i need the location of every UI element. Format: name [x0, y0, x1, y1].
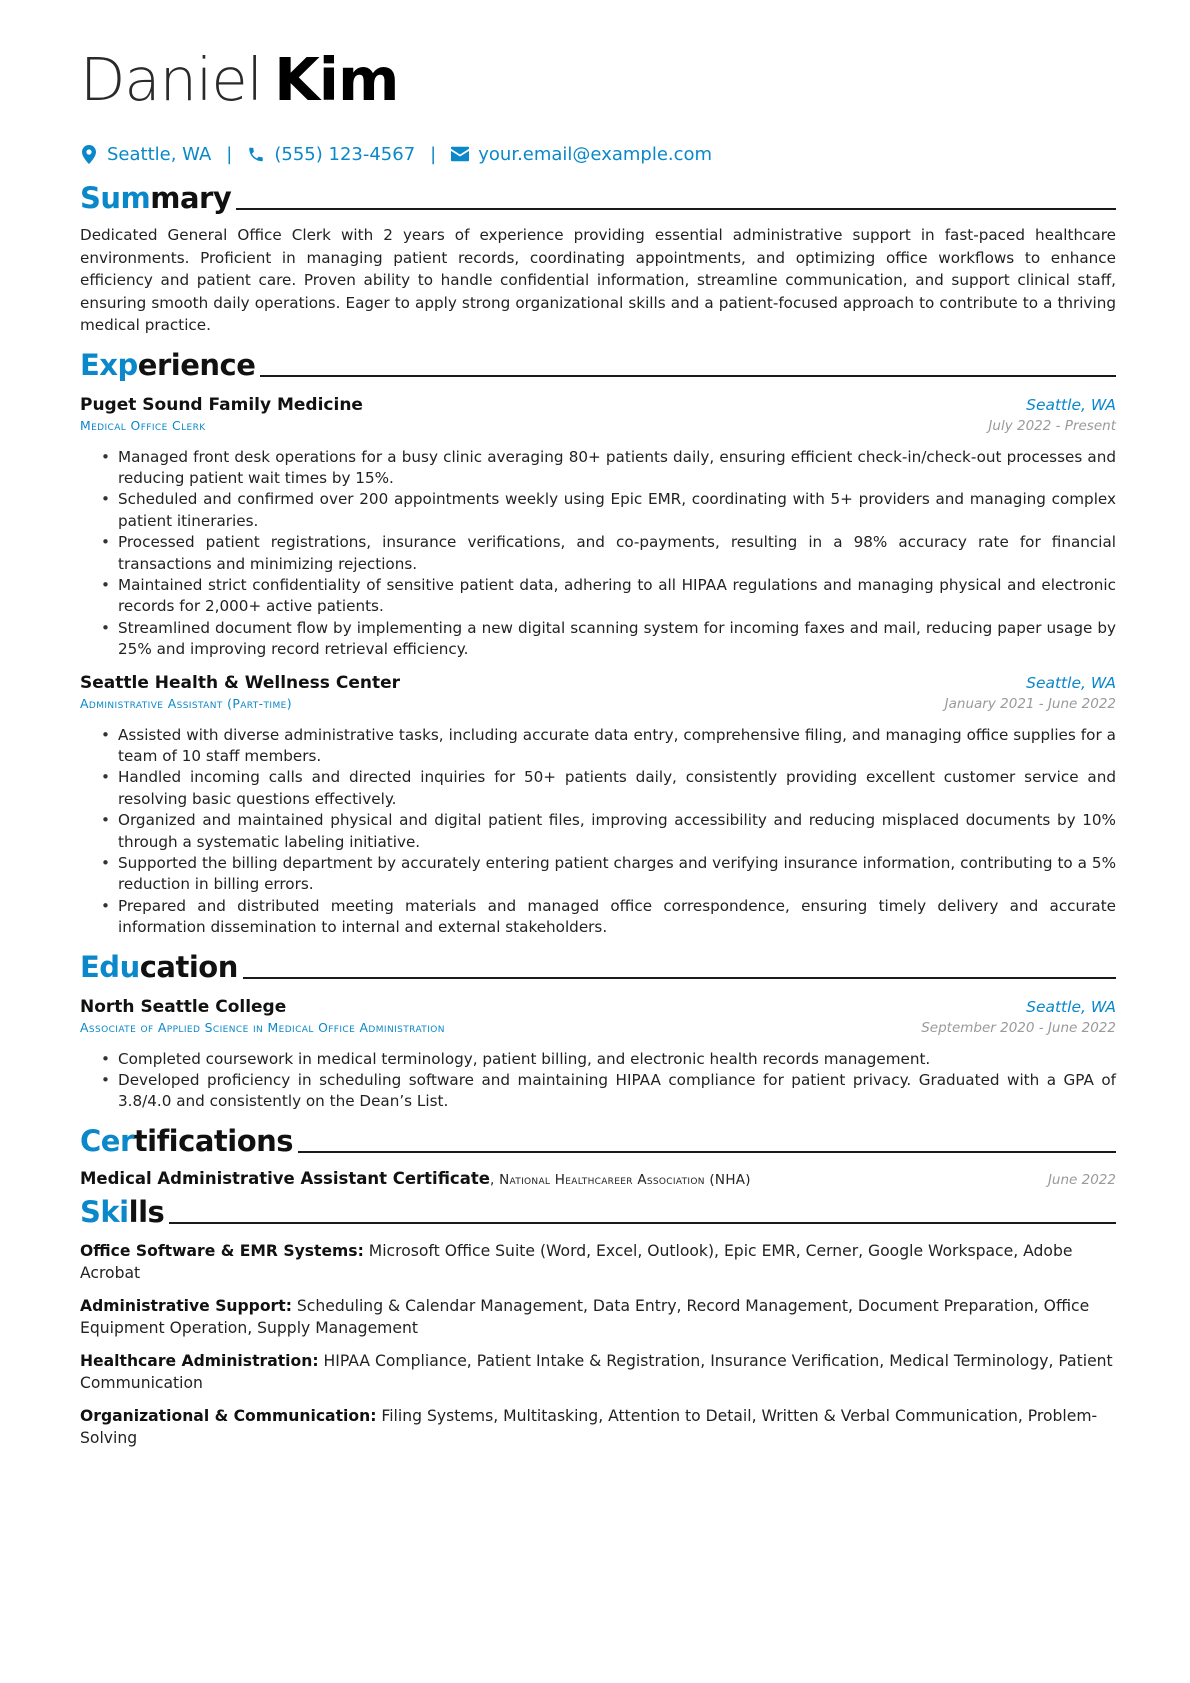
candidate-name — [80, 44, 1116, 116]
list-item: • Handled incoming calls and directed inquiries for 50+ patients daily, consistently providing excellent customer service and resolving basic questions effectively. — [118, 767, 1116, 810]
employer-name: Seattle Health & Wellness Center — [80, 672, 400, 693]
contact-line — [80, 142, 1116, 166]
section-education-heading — [80, 949, 1116, 985]
job-location: Seattle, WA — [1026, 395, 1116, 414]
contact-separator: | — [226, 143, 233, 165]
section-title: Certifications — [80, 1123, 294, 1158]
certification-issuer: , National Healthcareer Association (NHA) — [489, 1171, 751, 1188]
skill-row — [80, 1350, 1116, 1395]
job-entry — [80, 673, 1116, 939]
job-bullets — [80, 447, 1116, 661]
section-divider — [169, 1222, 1116, 1224]
skill-row — [80, 1405, 1116, 1450]
list-item: • Assisted with diverse administrative tasks, including accurate data entry, comprehensive filing, and managing office supplies for a team of 10 staff members. — [118, 725, 1116, 768]
skill-row — [80, 1240, 1116, 1285]
section-divider — [260, 375, 1116, 377]
degree: Associate of Applied Science in Medical Office Administration — [80, 1019, 445, 1035]
section-title: Education — [80, 949, 238, 984]
last-name: Kim — [274, 45, 399, 114]
resume-page — [80, 44, 1116, 1450]
school-name: North Seattle College — [80, 996, 287, 1017]
section-title: Skills — [80, 1194, 165, 1229]
list-item: • Completed coursework in medical terminology, patient billing, and electronic health records management. — [118, 1049, 1116, 1070]
education-dates: September 2020 - June 2022 — [921, 1019, 1116, 1036]
skill-category: Organizational & Communication: — [80, 1406, 377, 1425]
skill-list: Scheduling & Calendar Management, Data Entry, Record Management, Document Preparation, Office Equipment Operation, Supply Management — [80, 1296, 1090, 1338]
school-location: Seattle, WA — [1026, 997, 1116, 1016]
summary-text: Dedicated General Office Clerk with 2 years of experience providing essential administrative support in fast-paced healthcare environments. Proficient in managing patient records, coordinating appointments, and optimizing office workflows to enhance efficiency and patient care. Proven ability to handle confidential information, streamline communication, and support clinical staff, ensuring smooth daily operations. Eager to apply strong organizational skills and a patient-focused approach to contribute to a thriving medical practice. — [80, 226, 1116, 334]
contact-location: Seattle, WA — [107, 143, 212, 165]
section-experience-heading — [80, 347, 1116, 383]
certification-name: Medical Administrative Assistant Certificate — [80, 1168, 490, 1188]
education-bullets — [80, 1049, 1116, 1113]
phone-icon — [247, 144, 265, 164]
section-skills-heading — [80, 1194, 1116, 1230]
certification-entry — [80, 1169, 1116, 1188]
job-location: Seattle, WA — [1026, 673, 1116, 692]
skill-list: HIPAA Compliance, Patient Intake & Registration, Insurance Verification, Medical Terminology, Patient Communication — [80, 1351, 1113, 1393]
skill-row — [80, 1295, 1116, 1340]
list-item: • Streamlined document flow by implementing a new digital scanning system for incoming faxes and mail, reducing paper usage by 25% and improving record retrieval efficiency. — [118, 618, 1116, 661]
list-item: • Managed front desk operations for a busy clinic averaging 80+ patients daily, ensuring efficient check-in/check-out processes and reducing patient wait times by 15%. — [118, 447, 1116, 490]
job-bullets — [80, 725, 1116, 939]
section-divider — [243, 977, 1116, 979]
list-item: • Prepared and distributed meeting materials and managed office correspondence, ensuring timely delivery and accurate information dissemination to internal and external stakeholders. — [118, 896, 1116, 939]
section-divider — [236, 208, 1116, 210]
contact-email[interactable]: your.email@example.com — [478, 143, 713, 165]
list-item: • Developed proficiency in scheduling software and maintaining HIPAA compliance for patient privacy. Graduated with a GPA of 3.8/4.0 and consistently on the Dean’s List. — [118, 1070, 1116, 1113]
skill-category: Administrative Support: — [80, 1296, 292, 1315]
skill-category: Healthcare Administration: — [80, 1351, 319, 1370]
contact-separator: | — [430, 143, 437, 165]
list-item: • Maintained strict confidentiality of sensitive patient data, adhering to all HIPAA regulations and managing physical and electronic records for 2,000+ active patients. — [118, 575, 1116, 618]
section-title: Experience — [80, 347, 256, 382]
envelope-icon — [451, 144, 469, 164]
certification-date: June 2022 — [1047, 1171, 1116, 1188]
contact-phone[interactable]: (555) 123-4567 — [274, 143, 416, 165]
job-entry — [80, 395, 1116, 661]
first-name: Daniel — [80, 45, 263, 114]
list-item: • Organized and maintained physical and digital patient files, improving accessibility and reducing misplaced documents by 10% through a systematic labeling initiative. — [118, 810, 1116, 853]
section-certifications-heading — [80, 1123, 1116, 1159]
skill-category: Office Software & EMR Systems: — [80, 1241, 364, 1260]
list-item: • Processed patient registrations, insurance verifications, and co-payments, resulting in a 98% accuracy rate for financial transactions and minimizing rejections. — [118, 532, 1116, 575]
section-divider — [298, 1151, 1116, 1153]
education-entry — [80, 997, 1116, 1113]
skill-list: Microsoft Office Suite (Word, Excel, Outlook), Epic EMR, Cerner, Google Workspace, Adobe Acrobat — [80, 1241, 1073, 1283]
section-title: Summary — [80, 181, 232, 215]
job-dates: July 2022 - Present — [988, 417, 1116, 434]
list-item: • Scheduled and confirmed over 200 appointments weekly using Epic EMR, coordinating with 5+ providers and managing complex patient itineraries. — [118, 489, 1116, 532]
job-dates: January 2021 - June 2022 — [944, 695, 1116, 712]
job-title: Administrative Assistant (Part-time) — [80, 695, 292, 711]
list-item: • Supported the billing department by accurately entering patient charges and verifying insurance information, contributing to a 5% reduction in billing errors. — [118, 853, 1116, 896]
map-pin-icon — [80, 144, 98, 164]
job-title: Medical Office Clerk — [80, 417, 206, 433]
section-summary-heading — [80, 180, 1116, 216]
skill-list: Filing Systems, Multitasking, Attention to Detail, Written & Verbal Communication, Problem-Solving — [80, 1406, 1098, 1448]
employer-name: Puget Sound Family Medicine — [80, 394, 363, 415]
